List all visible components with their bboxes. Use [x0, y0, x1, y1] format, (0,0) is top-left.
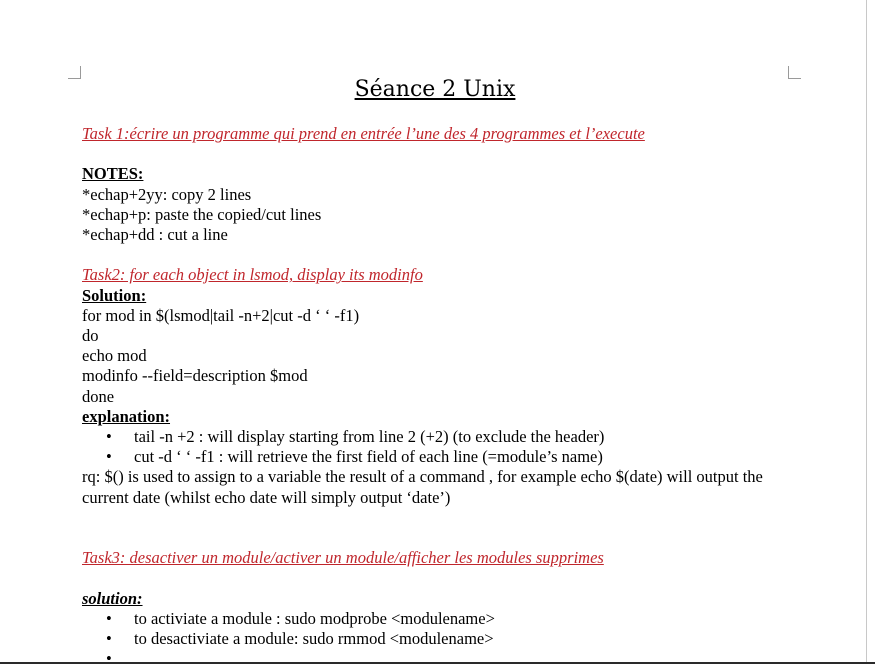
rq-paragraph: rq: $() is used to assign to a variable the result of a command , for example echo $(date) will output the current date (whilst echo date will simply output ‘date’) — [82, 467, 763, 507]
document-title: Séance 2 Unix — [354, 77, 516, 102]
bullet-icon: • — [106, 427, 112, 447]
code-line: echo mod — [82, 346, 147, 366]
note-line: *echap+2yy: copy 2 lines — [82, 184, 252, 204]
bullet-icon: • — [106, 629, 112, 648]
bullet-icon: • — [106, 649, 112, 664]
task1-heading: Task 1:écrire un programme qui prend en entrée l’une des 4 programmes et l’execute — [82, 124, 645, 143]
list-item-text: cut -d ‘ ‘ -f1 : will retrieve the first field of each line (=module’s name) — [134, 447, 603, 467]
list-item — [82, 629, 802, 649]
list-item-text: tail -n +2 : will display starting from line 2 (+2) (to exclude the header) — [134, 427, 605, 447]
code-line: modinfo --field=description $mod — [82, 366, 308, 386]
list-item — [82, 649, 802, 664]
code-line: done — [82, 386, 115, 406]
list-item — [82, 427, 802, 447]
list-item — [82, 609, 802, 629]
note-line: *echap+dd : cut a line — [82, 225, 228, 244]
task3-heading: Task3: desactiver un module/activer un module/afficher les modules supprimes — [82, 548, 604, 568]
task2-heading: Task2: for each object in lsmod, display its modinfo — [82, 265, 423, 285]
bullet-icon: • — [106, 447, 112, 467]
notes-heading: NOTES: — [82, 164, 144, 184]
code-line: for mod in $(lsmod|tail -n+2|cut -d ‘ ‘ -f1) — [82, 305, 360, 325]
note-line: *echap+p: paste the copied/cut lines — [82, 204, 322, 224]
bullet-icon: • — [106, 608, 112, 628]
document-body[interactable] — [82, 124, 802, 664]
list-item — [82, 447, 802, 467]
list-item-text: to desactiviate a module: sudo rmmod <modulename> — [134, 629, 494, 648]
code-line: do — [82, 326, 99, 345]
explanation-heading: explanation: — [82, 406, 171, 426]
list-item-text: to activiate a module : sudo modprobe <modulename> — [134, 608, 495, 628]
solution2-heading: solution: — [82, 588, 143, 608]
solution-heading: Solution: — [82, 285, 147, 305]
